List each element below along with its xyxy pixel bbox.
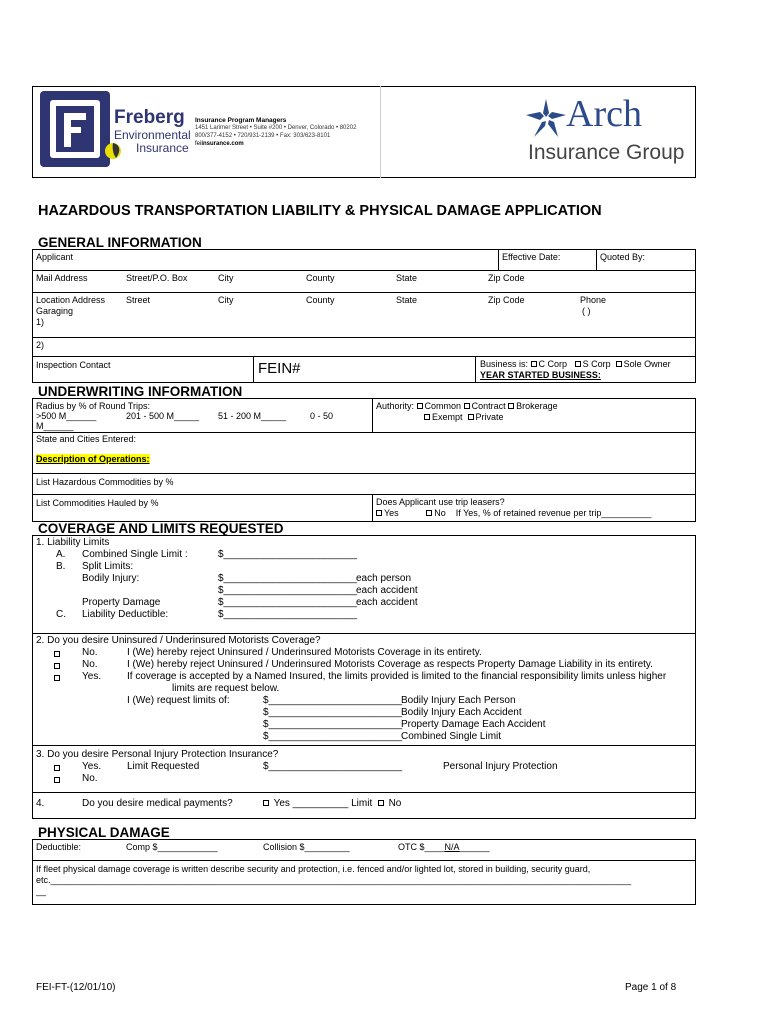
medical-yes-checkbox[interactable]	[263, 800, 269, 806]
um-no-2-label: No.	[82, 659, 98, 670]
authority-row-2	[424, 412, 504, 423]
um-bi-person-label: Bodily Injury Each Person	[401, 695, 516, 706]
location-street-label: Street	[126, 295, 151, 305]
pip-line: $________________________	[263, 761, 403, 772]
um-pd-accident-line: $________________________	[263, 719, 403, 730]
exempt-label: Exempt	[432, 412, 463, 422]
cov-line-2	[32, 745, 696, 746]
trip-no-checkbox[interactable]	[426, 510, 432, 516]
quoted-by-label: Quoted By:	[600, 252, 646, 262]
uw-vline-trip	[372, 494, 373, 522]
medical-yes-label: Yes	[273, 798, 290, 809]
mail-address-label: Mail Address	[36, 273, 88, 283]
trip-yes-checkbox[interactable]	[376, 510, 382, 516]
item-a: A.	[56, 549, 66, 560]
location-2-label: 2)	[36, 340, 45, 350]
pip-no-label: No.	[82, 773, 98, 784]
business-is-label: Business is:	[480, 359, 529, 369]
pip-yes-label: Yes.	[82, 761, 102, 772]
um-csl-line: $________________________	[263, 731, 403, 742]
inspection-contact-label: Inspection Contact	[36, 360, 111, 370]
item-b: B.	[56, 561, 66, 572]
mail-zip-label: Zip Code	[488, 273, 525, 283]
program-managers: Insurance Program Managers	[195, 117, 287, 124]
location-address-label: Location Address	[36, 295, 106, 305]
bi-accident-line: $________________________	[218, 585, 358, 596]
location-zip-label: Zip Code	[488, 295, 525, 305]
location-city-label: City	[218, 295, 234, 305]
garaging-label: Garaging	[36, 306, 74, 316]
freberg-website	[195, 141, 244, 147]
authority-row	[376, 401, 558, 412]
radius-51: 51 - 200 M_____	[218, 411, 287, 421]
underwriting-heading: UNDERWRITING INFORMATION	[38, 384, 243, 399]
um-bi-accident-line: $________________________	[263, 707, 403, 718]
deductible-line: $________________________	[218, 609, 358, 620]
otc-prefix: OTC $____	[398, 842, 445, 852]
um-bi-person-line: $________________________	[263, 695, 403, 706]
trip-leasers-label: Does Applicant use trip leasers?	[376, 497, 505, 507]
pd-each-accident-label: each accident	[356, 597, 418, 608]
s-corp-checkbox[interactable]	[575, 361, 581, 367]
mail-city-label: City	[218, 273, 234, 283]
liability-deductible-label: Liability Deductible:	[82, 609, 169, 620]
um-pd-accident-label: Property Damage Each Accident	[401, 719, 546, 730]
pip-label: Personal Injury Protection	[443, 761, 558, 772]
radius-500: >500 M______	[36, 411, 97, 421]
s-corp-label: S Corp	[582, 359, 611, 369]
pip-no-checkbox[interactable]	[54, 775, 62, 785]
liability-limits-label: 1. Liability Limits	[36, 537, 110, 548]
page-number: Page 1 of 8	[625, 982, 677, 993]
commodities-hauled-label: List Commodities Hauled by %	[36, 498, 159, 508]
description-operations	[36, 454, 150, 465]
fleet-underscore: __	[36, 886, 47, 896]
uw-line-2	[32, 473, 696, 474]
split-limits-label: Split Limits:	[82, 561, 134, 572]
collision-label: Collision $_________	[263, 842, 350, 852]
um-no-2-checkbox[interactable]	[54, 661, 62, 671]
private-label: Private	[475, 412, 504, 422]
freberg-name: Freberg	[114, 107, 185, 128]
um-csl-label: Combined Single Limit	[401, 731, 502, 742]
header-divider	[380, 86, 381, 178]
um-no-1-label: No.	[82, 647, 98, 658]
request-limits-label: I (We) request limits of:	[127, 695, 230, 706]
cov-line-3	[32, 792, 696, 793]
freberg-environmental: Environmental	[114, 128, 191, 142]
gi-line-1	[32, 270, 696, 271]
radius-201: 201 - 500 M_____	[126, 411, 200, 421]
contract-checkbox[interactable]	[464, 403, 470, 409]
freberg-phones: 800/377-4152 • 720/931-2139 • Fax: 303/623-8101	[195, 133, 331, 139]
radius-0: 0 - 50	[310, 411, 334, 421]
medical-payments-label: Do you desire medical payments?	[82, 798, 233, 809]
gi-line-2	[32, 292, 696, 293]
um-reject-2: I (We) hereby reject Uninsured / Underinsured Motorists Coverage as respects Property Damage Liability in its entirety.	[127, 659, 653, 670]
year-started-label: YEAR STARTED BUSINESS:	[480, 370, 601, 380]
location-1-label: 1)	[36, 317, 45, 327]
trip-yes-label: Yes	[384, 508, 399, 518]
sole-owner-label: Sole Owner	[623, 359, 671, 369]
arch-insurance-group: Insurance Group	[528, 141, 685, 164]
common-label: Common	[424, 401, 462, 411]
brokerage-checkbox[interactable]	[508, 403, 514, 409]
pd-deductible-label: Deductible:	[36, 842, 82, 852]
otc-label	[398, 842, 490, 853]
gi-vline-fein	[253, 356, 254, 383]
um-reject-1: I (We) hereby reject Uninsured / Underinsured Motorists Coverage in its entirety.	[127, 647, 482, 658]
location-county-label: County	[306, 295, 335, 305]
brokerage-label: Brokerage	[516, 401, 558, 411]
radius-m: M______	[36, 421, 74, 431]
csl-line: $________________________	[218, 549, 358, 560]
radius-label: Radius by % of Round Trips:	[36, 401, 151, 411]
hazardous-commodities-label: List Hazardous Commodities by %	[36, 477, 174, 487]
c-corp-checkbox[interactable]	[531, 361, 537, 367]
website-prefix: fei	[195, 141, 202, 147]
applicant-label: Applicant	[36, 252, 74, 262]
each-accident-label: each accident	[356, 585, 418, 596]
mail-state-label: State	[396, 273, 418, 283]
pd-line-1	[32, 860, 696, 861]
each-person-label: each person	[356, 573, 412, 584]
coverage-heading: COVERAGE AND LIMITS REQUESTED	[38, 521, 284, 536]
contract-label: Contract	[471, 401, 506, 411]
leaf-logo-icon	[103, 138, 125, 162]
trip-leasers-row	[376, 508, 651, 519]
otc-suffix: ______	[459, 842, 490, 852]
effective-date-label: Effective Date:	[502, 252, 561, 262]
um-accepted: If coverage is accepted by a Named Insured, the limits provided is limited to the financial responsibility limits unless higher	[127, 671, 667, 682]
business-type	[480, 359, 671, 370]
phone-label: Phone	[580, 295, 607, 305]
cov-line-1	[32, 633, 696, 634]
fleet-security-label: If fleet physical damage coverage is written describe security and protection, i.e. fenced and/or lighted lot, stored in building, security guard,	[36, 864, 591, 874]
fleet-etc-line: etc.____________________________________________________________________________________________________________________	[36, 875, 632, 885]
c-corp-label: C Corp	[538, 359, 568, 369]
csl-label: Combined Single Limit :	[82, 549, 188, 560]
retained-revenue-label: If Yes, % of retained revenue per trip__________	[455, 508, 652, 518]
website-suffix: insurance.com	[201, 141, 244, 147]
gi-vline-eff	[498, 249, 499, 270]
comp-label: Comp $____________	[126, 842, 218, 852]
medical-limit-label: __________ Limit	[292, 798, 373, 809]
um-bi-accident-label: Bodily Injury Each Accident	[401, 707, 522, 718]
gi-line-4	[32, 356, 696, 357]
gi-vline-business	[475, 356, 476, 383]
sole-owner-checkbox[interactable]	[616, 361, 622, 367]
um-question: 2. Do you desire Uninsured / Underinsured Motorists Coverage?	[36, 635, 321, 646]
description-operations-label: Description of Operations	[36, 454, 147, 464]
pd-accident-line: $________________________	[218, 597, 358, 608]
pip-question: 3. Do you desire Personal Injury Protection Insurance?	[36, 749, 279, 760]
physical-damage-heading: PHYSICAL DAMAGE	[38, 825, 170, 840]
phone-parens: ( )	[582, 306, 591, 316]
medical-no-label: No	[388, 798, 402, 809]
states-cities-label: State and Cities Entered:	[36, 434, 137, 444]
form-number: FEI-FT-(12/01/10)	[36, 982, 116, 993]
freberg-logo-icon	[40, 91, 110, 167]
limit-requested-label: Limit Requested	[127, 761, 200, 772]
um-accepted-2: limits are request below.	[172, 683, 280, 694]
fein-label: FEIN#	[258, 360, 301, 377]
pip-yes-checkbox[interactable]	[54, 763, 62, 773]
freberg-address: 1451 Larimer Street • Suite #200 • Denver, Colorado • 80202	[195, 125, 357, 131]
gi-line-3	[32, 337, 696, 338]
freberg-insurance: Insurance	[136, 141, 189, 155]
property-damage-label: Property Damage	[82, 597, 161, 608]
item-4: 4.	[36, 798, 45, 809]
otc-value: N/A	[444, 842, 460, 852]
uw-vline-authority	[372, 398, 373, 432]
um-no-1-checkbox[interactable]	[54, 649, 62, 659]
exempt-checkbox[interactable]	[424, 414, 430, 420]
arch-name: Arch	[566, 93, 642, 135]
private-checkbox[interactable]	[468, 414, 474, 420]
um-yes-label: Yes.	[82, 671, 102, 682]
uw-line-1	[32, 432, 696, 433]
uw-line-3	[32, 494, 696, 495]
bodily-injury-label: Bodily Injury:	[82, 573, 140, 584]
mail-street-label: Street/P.O. Box	[126, 273, 188, 283]
gi-vline-quoted	[596, 249, 597, 270]
trip-no-label: No	[434, 508, 446, 518]
location-state-label: State	[396, 295, 418, 305]
medical-no-checkbox[interactable]	[378, 800, 384, 806]
general-information-heading: GENERAL INFORMATION	[38, 235, 202, 250]
um-yes-checkbox[interactable]	[54, 673, 62, 683]
common-checkbox[interactable]	[417, 403, 423, 409]
mail-county-label: County	[306, 273, 335, 283]
bi-person-line: $________________________	[218, 573, 358, 584]
item-c: C.	[56, 609, 66, 620]
page-title: HAZARDOUS TRANSPORTATION LIABILITY & PHYSICAL DAMAGE APPLICATION	[38, 203, 602, 219]
authority-label: Authority:	[376, 401, 415, 411]
arch-star-icon	[524, 97, 568, 141]
description-colon: :	[146, 454, 150, 464]
medical-row	[263, 798, 401, 810]
